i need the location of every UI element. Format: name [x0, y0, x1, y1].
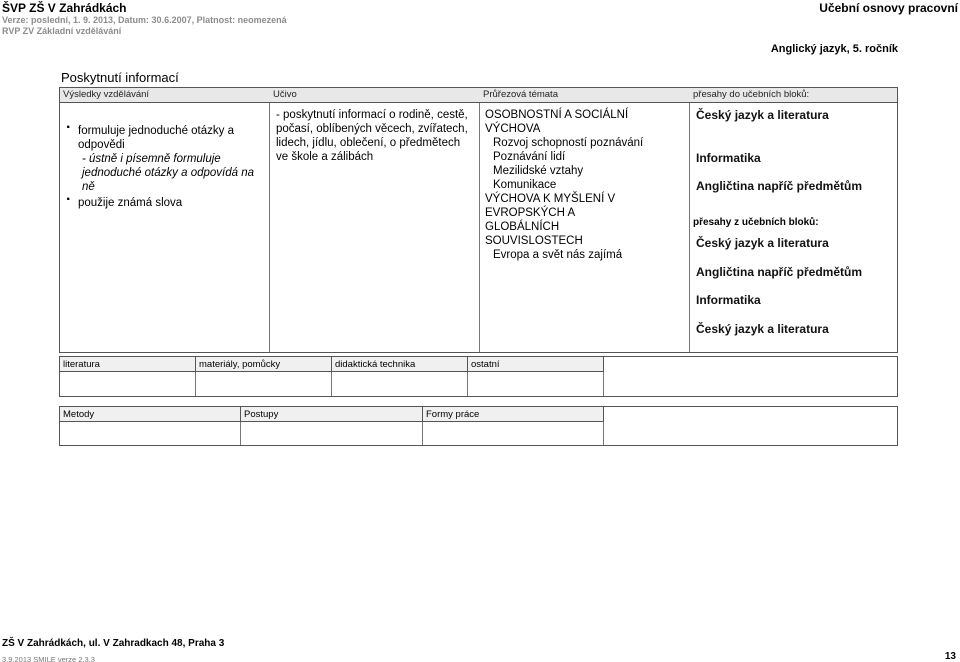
- header-postupy: Postupy: [241, 407, 423, 422]
- overlap-from-link[interactable]: Informatika: [696, 293, 761, 307]
- methods-cell: [241, 422, 423, 445]
- overlap-from-link[interactable]: Český jazyk a literatura: [696, 236, 829, 250]
- overlaps-from-label: přesahy z učebních bloků:: [693, 217, 819, 228]
- doc-title: ŠVP ZŠ V Zahrádkách: [2, 1, 127, 15]
- header-ostatni: ostatní: [468, 357, 604, 372]
- overlap-from-link[interactable]: Angličtina napříč předmětům: [696, 265, 863, 279]
- theme-item: Rozvoj schopností poznávání: [493, 137, 644, 149]
- result-item: · formuluje jednoduché otázky a odpovědi: [62, 124, 262, 152]
- footer-address: ZŠ V Zahrádkách, ul. V Zahradkach 48, Praha 3: [2, 638, 225, 649]
- footer-version: 3.9.2013 SMILE verze 2.3.3: [2, 655, 95, 662]
- result-subitem: - ústně i písemně formuluje jednoduché otázky a odpovídá na ně: [82, 153, 254, 193]
- resources-cell: [60, 372, 196, 396]
- rvp-line: RVP ZV Základní vzdělávání: [2, 26, 122, 36]
- resources-cell: [332, 372, 468, 396]
- version-line: Verze: poslední, 1. 9. 2013, Datum: 30.6.2007, Platnost: neomezená: [2, 15, 287, 25]
- header-curriculum: Učivo: [273, 89, 297, 100]
- result-item: · použije známá slova: [62, 196, 262, 210]
- header-themes: Průřezová témata: [483, 89, 558, 100]
- doc-type: Učební osnovy pracovní: [819, 1, 958, 15]
- curriculum-text: - poskytnutí informací o rodině, cestě, počasí, oblíbených věcech, zvířatech, lidech, jídlu, oblečení, o předmětech ve škole a zálibách: [276, 109, 468, 163]
- overlap-to-link[interactable]: Informatika: [696, 151, 761, 165]
- header-overlaps-to: přesahy do učebních bloků:: [693, 89, 810, 100]
- resources-cell: [468, 372, 604, 396]
- resources-table: [59, 356, 898, 397]
- resources-cell: [196, 372, 332, 396]
- methods-table: [59, 406, 898, 446]
- header-metody: Metody: [60, 407, 241, 422]
- overlap-from-link[interactable]: Český jazyk a literatura: [696, 322, 829, 336]
- header-results: Výsledky vzdělávání: [63, 89, 150, 100]
- page-number: 13: [944, 651, 956, 662]
- curriculum-cell: [274, 108, 470, 164]
- header-technika: didaktická technika: [332, 357, 468, 372]
- section-title: Poskytnutí informací: [61, 70, 179, 85]
- overlap-to-link[interactable]: Český jazyk a literatura: [696, 108, 829, 122]
- header-formy: Formy práce: [423, 407, 604, 422]
- header-materialy: materiály, pomůcky: [196, 357, 332, 372]
- table-header: [60, 88, 897, 103]
- theme-item: Evropa a svět nás zajímá: [493, 249, 623, 261]
- theme-heading: OSOBNOSTNÍ A SOCIÁLNÍ VÝCHOVA: [485, 109, 629, 135]
- theme-item: Poznávání lidí: [493, 151, 566, 163]
- theme-item: Mezilidské vztahy: [493, 165, 584, 177]
- curriculum-table: [59, 87, 898, 353]
- theme-heading: VÝCHOVA K MYŠLENÍ V EVROPSKÝCH A GLOBÁLNÍCH SOUVISLOSTECH: [485, 193, 616, 247]
- methods-cell: [60, 422, 241, 445]
- results-cell: [62, 124, 262, 210]
- themes-cell: [485, 108, 685, 262]
- overlap-to-link[interactable]: Angličtina napříč předmětům: [696, 179, 863, 193]
- header-literatura: literatura: [60, 357, 196, 372]
- methods-cell: [423, 422, 604, 445]
- subject-grade: Anglický jazyk, 5. ročník: [770, 43, 898, 55]
- theme-item: Komunikace: [493, 179, 557, 191]
